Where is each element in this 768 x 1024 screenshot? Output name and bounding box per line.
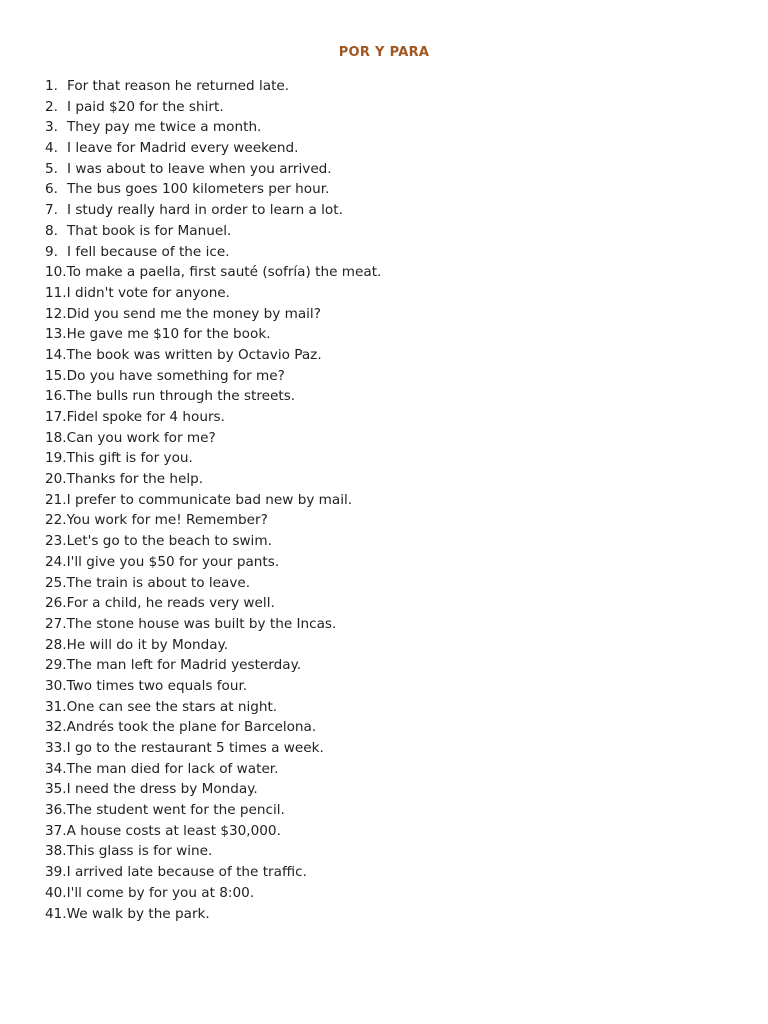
item-text: The stone house was built by the Incas. <box>66 615 337 632</box>
item-number: 17. <box>45 409 67 425</box>
item-text: Did you send me the money by mail? <box>66 305 321 322</box>
item-number: 39. <box>45 864 67 881</box>
item-number: 38. <box>45 843 67 860</box>
page-title: POR Y PARA <box>338 45 430 60</box>
list-item <box>45 428 381 449</box>
list-item <box>45 697 381 718</box>
list-item <box>45 448 381 469</box>
item-number: 26. <box>45 595 67 612</box>
item-text: This gift is for you. <box>66 450 193 467</box>
item-text: A house costs at least $30,000. <box>66 822 281 839</box>
item-number: 11. <box>45 284 67 301</box>
list-item <box>45 262 381 283</box>
list-item <box>45 821 381 842</box>
item-number: 6. <box>45 181 58 198</box>
list-item <box>45 573 381 594</box>
item-text: I'll come by for you at 8:00. <box>66 884 255 901</box>
list-item <box>45 138 381 159</box>
item-number: 7. <box>45 202 58 219</box>
item-number: 2. <box>45 98 58 115</box>
list-item <box>45 304 381 325</box>
list-item <box>45 179 381 200</box>
list-item <box>45 655 381 676</box>
item-number: 19. <box>45 450 67 467</box>
item-number: 41. <box>45 905 67 922</box>
item-text: The man died for lack of water. <box>66 760 279 777</box>
item-text: Thanks for the help. <box>66 471 204 488</box>
item-number: 3. <box>45 119 58 136</box>
item-text: For a child, he reads very well. <box>66 595 275 612</box>
item-text: Can you work for me? <box>66 429 216 446</box>
item-number: 31. <box>45 698 67 715</box>
list-item <box>45 117 381 138</box>
item-number: 34. <box>45 760 67 777</box>
item-number: 8. <box>45 222 58 239</box>
item-number: 16. <box>45 388 67 405</box>
list-item <box>45 531 381 552</box>
list-item <box>45 883 381 904</box>
item-number: 22. <box>45 512 67 529</box>
item-text: I'll give you $50 for your pants. <box>66 553 280 570</box>
item-number: 29. <box>45 657 67 674</box>
list-item <box>45 904 381 925</box>
item-text: I didn't vote for anyone. <box>66 284 230 301</box>
item-number: 21. <box>45 491 67 508</box>
list-item <box>45 717 381 738</box>
item-number: 40. <box>45 884 67 901</box>
list-item <box>45 779 381 800</box>
list-item <box>45 366 381 387</box>
item-number: 27. <box>45 615 67 632</box>
item-text: Let's go to the beach to swim. <box>66 533 272 550</box>
item-number: 1. <box>45 78 58 94</box>
list-item <box>45 800 381 821</box>
list-item <box>45 76 381 97</box>
list-item <box>45 221 381 242</box>
item-text: He gave me $10 for the book. <box>66 326 271 343</box>
item-number: 4. <box>45 140 58 157</box>
sentence-list <box>45 76 381 924</box>
item-text: Fidel spoke for 4 hours. <box>66 409 225 425</box>
item-text: I fell because of the ice. <box>67 243 230 260</box>
list-item <box>45 759 381 780</box>
item-number: 25. <box>45 574 67 591</box>
item-number: 20. <box>45 471 67 488</box>
list-item <box>45 324 381 345</box>
item-number: 33. <box>45 740 67 756</box>
item-text: I was about to leave when you arrived. <box>67 160 332 177</box>
list-item <box>45 552 381 573</box>
list-item <box>45 407 381 428</box>
item-text: I study really hard in order to learn a lot. <box>67 202 343 219</box>
item-text: The student went for the pencil. <box>66 802 285 819</box>
list-item <box>45 510 381 531</box>
item-number: 18. <box>45 429 67 446</box>
list-item <box>45 841 381 862</box>
list-item <box>45 159 381 180</box>
list-item <box>45 97 381 118</box>
item-text: The man left for Madrid yesterday. <box>66 657 302 674</box>
item-text: You work for me! Remember? <box>66 512 268 529</box>
item-text: That book is for Manuel. <box>67 222 232 239</box>
item-text: I paid $20 for the shirt. <box>67 98 224 115</box>
list-item <box>45 386 381 407</box>
item-number: 24. <box>45 553 67 570</box>
list-item <box>45 738 381 759</box>
list-item <box>45 469 381 490</box>
list-item <box>45 283 381 304</box>
item-text: For that reason he returned late. <box>67 78 290 94</box>
item-number: 30. <box>45 677 67 694</box>
item-number: 35. <box>45 781 67 798</box>
list-item <box>45 614 381 635</box>
list-item <box>45 242 381 263</box>
item-text: Andrés took the plane for Barcelona. <box>66 719 317 736</box>
item-number: 5. <box>45 160 58 177</box>
item-text: They pay me twice a month. <box>67 119 262 136</box>
list-item <box>45 635 381 656</box>
list-item <box>45 345 381 366</box>
item-text: I need the dress by Monday. <box>66 781 258 798</box>
item-number: 10. <box>45 264 67 281</box>
item-text: The bus goes 100 kilometers per hour. <box>67 181 330 198</box>
item-text: Two times two equals four. <box>66 677 248 694</box>
item-number: 32. <box>45 719 67 736</box>
item-text: The train is about to leave. <box>66 574 251 591</box>
list-item <box>45 490 381 511</box>
list-item <box>45 862 381 883</box>
item-text: I prefer to communicate bad new by mail. <box>66 491 353 508</box>
item-text: This glass is for wine. <box>66 843 213 860</box>
item-text: We walk by the park. <box>66 905 210 922</box>
item-number: 37. <box>45 822 67 839</box>
item-text: Do you have something for me? <box>66 367 285 384</box>
item-text: I go to the restaurant 5 times a week. <box>66 740 324 756</box>
item-text: The book was written by Octavio Paz. <box>66 346 322 363</box>
item-text: I leave for Madrid every weekend. <box>67 140 299 157</box>
item-text: To make a paella, first sauté (sofría) the meat. <box>66 264 382 281</box>
list-item <box>45 676 381 697</box>
list-item <box>45 200 381 221</box>
item-number: 28. <box>45 636 67 653</box>
item-number: 9. <box>45 243 58 260</box>
item-number: 23. <box>45 533 67 550</box>
item-number: 15. <box>45 367 67 384</box>
item-number: 14. <box>45 346 67 363</box>
item-text: One can see the stars at night. <box>66 698 278 715</box>
item-number: 36. <box>45 802 67 819</box>
item-text: He will do it by Monday. <box>66 636 229 653</box>
item-text: The bulls run through the streets. <box>66 388 296 405</box>
item-number: 13. <box>45 326 67 343</box>
item-text: I arrived late because of the traffic. <box>66 864 307 881</box>
list-item <box>45 593 381 614</box>
item-number: 12. <box>45 305 67 322</box>
